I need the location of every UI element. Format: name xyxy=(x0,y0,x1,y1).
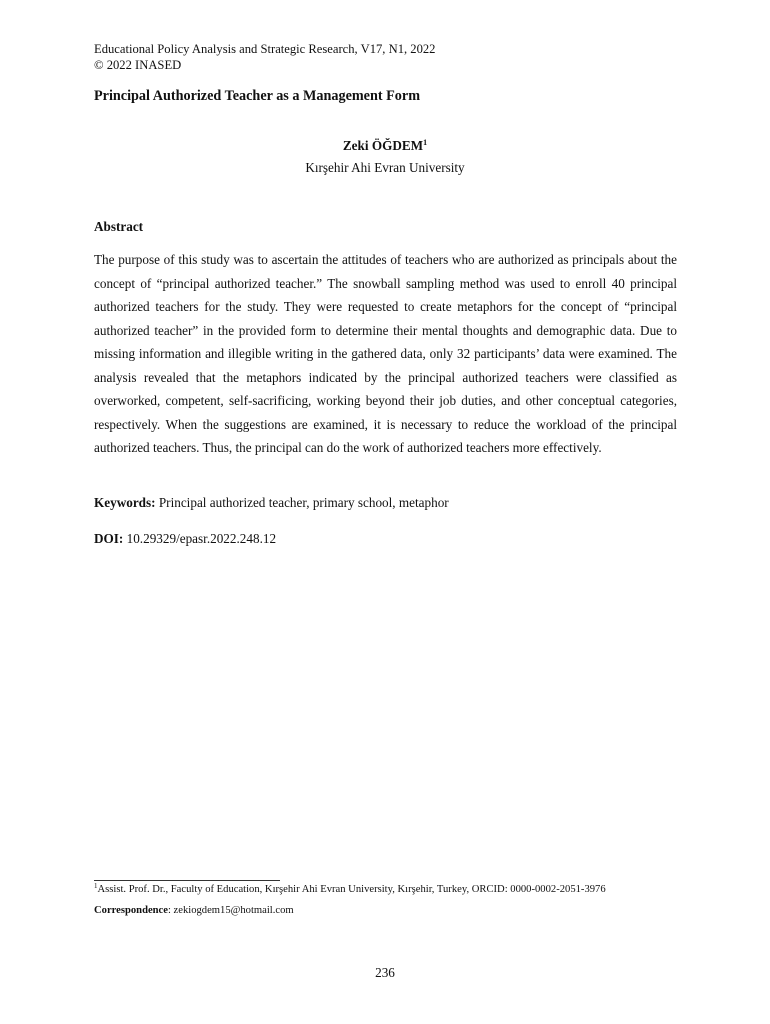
author-affiliation: Kırşehir Ahi Evran University xyxy=(305,160,465,175)
keywords-line xyxy=(94,495,449,511)
paper-title: Principal Authorized Teacher as a Management Form xyxy=(94,88,421,104)
doi-label: DOI: xyxy=(94,531,124,546)
keywords-text: Principal authorized teacher, primary school, metaphor xyxy=(155,495,449,510)
correspondence-label: Correspondence xyxy=(94,905,168,916)
correspondence-email: : zekiogdem15@hotmail.com xyxy=(167,905,294,916)
keywords-label: Keywords: xyxy=(94,495,156,510)
page-number: 236 xyxy=(375,965,395,980)
abstract-text: The purpose of this study was to ascertain the attitudes of teachers who are authorized as principals about the concept of “principal authorized teacher.” The snowball sampling method was used to enroll 40 principal authorized teachers for the study. They were requested to create metaphors for the concept of “principal authorized teacher” in the provided form to determine their mental thoughts and demographic data. Due to missing information and illegible writing in the gathered data, only 32 participants’ data were examined. The analysis revealed that the metaphors indicated by the principal authorized teachers were classified as overworked, competent, self-sacrificing, working beyond their job duties, and other conceptual categories, respectively. When the suggestions are examined, it is necessary to reduce the workload of the principal authorized teachers. Thus, the principal can do the work of authorized teachers more effectively. xyxy=(94,252,677,455)
footnote-correspondence xyxy=(94,905,294,916)
copyright-line: © 2022 INASED xyxy=(94,58,182,72)
footnote-divider xyxy=(94,880,280,881)
footnote-marker: 1 xyxy=(94,882,98,890)
author-footnote-marker: 1 xyxy=(423,138,428,147)
footnote-text: Assist. Prof. Dr., Faculty of Education, Kırşehir Ahi Evran University, Kırşehir, Turkey, ORCID: 0000-0002-2051-3976 xyxy=(97,884,606,895)
journal-header xyxy=(94,41,435,73)
author-line xyxy=(0,138,770,154)
footnote-affiliation xyxy=(94,884,606,895)
abstract-heading: Abstract xyxy=(94,219,144,234)
author-name: Zeki ÖĞDEM xyxy=(342,138,424,153)
doi-value: 10.29329/epasr.2022.248.12 xyxy=(123,531,277,546)
doi-line xyxy=(94,531,276,547)
journal-citation: Educational Policy Analysis and Strategic Research, V17, N1, 2022 xyxy=(94,42,436,56)
